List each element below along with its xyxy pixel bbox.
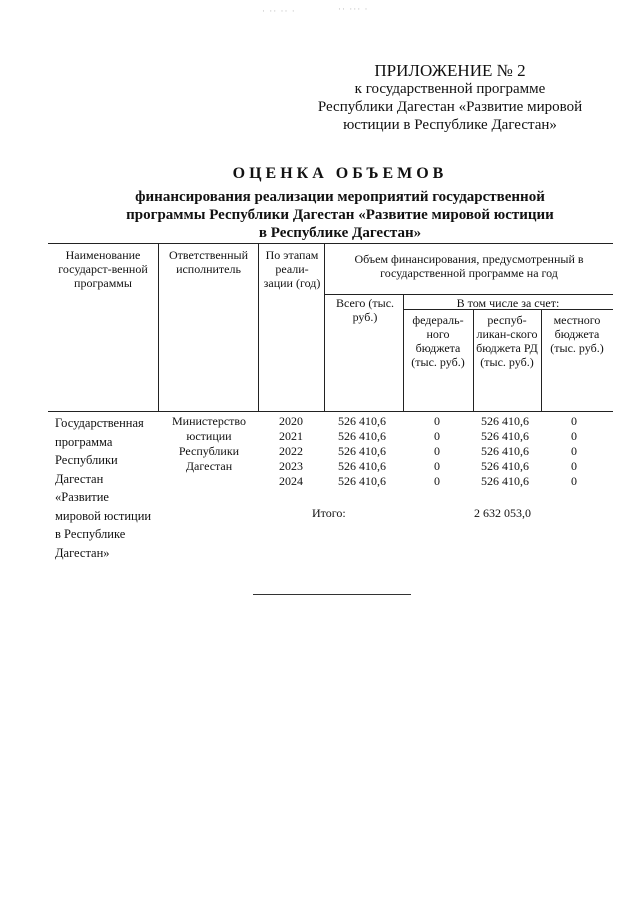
column-divider bbox=[158, 243, 159, 411]
total-cell: 526 410,6 bbox=[338, 414, 386, 428]
local-cell: 0 bbox=[571, 444, 577, 458]
local-cell: 0 bbox=[571, 429, 577, 443]
header-bottom-border bbox=[48, 411, 613, 412]
column-divider bbox=[403, 294, 404, 411]
federal-cell: 0 bbox=[434, 429, 440, 443]
total-cell: 526 410,6 bbox=[338, 444, 386, 458]
header-local: местного бюджета (тыс. руб.) bbox=[550, 313, 604, 355]
appendix-line: Республики Дагестан «Развитие мировой bbox=[317, 99, 583, 115]
appendix-heading: ПРИЛОЖЕНИЕ № 2 bbox=[374, 61, 526, 80]
total-value: 2 632 053,0 bbox=[474, 506, 531, 520]
year-cell: 2020 bbox=[279, 414, 303, 428]
title-line: программы Республики Дагестан «Развитие мировой юстиции bbox=[126, 207, 554, 223]
document-title bbox=[60, 165, 620, 242]
year-cell: 2022 bbox=[279, 444, 303, 458]
total-cell: 526 410,6 bbox=[338, 429, 386, 443]
republic-cell: 526 410,6 bbox=[481, 414, 529, 428]
program-name-cell: Государственная программа Республики Дагестан «Развитие мировой юстиции в Республике Дагестан» bbox=[55, 416, 152, 560]
federal-cell: 0 bbox=[434, 414, 440, 428]
header-total: Всего (тыс. руб.) bbox=[335, 296, 395, 324]
column-divider bbox=[473, 309, 474, 411]
appendix-block bbox=[310, 62, 590, 134]
column-divider bbox=[258, 243, 259, 411]
republic-cell: 526 410,6 bbox=[481, 429, 529, 443]
federal-cell: 0 bbox=[434, 474, 440, 488]
federal-cell: 0 bbox=[434, 459, 440, 473]
column-divider bbox=[541, 309, 542, 411]
table-top-border bbox=[48, 243, 613, 244]
total-label: Итого: bbox=[312, 506, 346, 520]
local-cell: 0 bbox=[571, 459, 577, 473]
scan-artifact: ·· ··· · bbox=[338, 4, 369, 14]
year-cell: 2023 bbox=[279, 459, 303, 473]
local-cell: 0 bbox=[571, 414, 577, 428]
republic-cell: 526 410,6 bbox=[481, 459, 529, 473]
local-cell: 0 bbox=[571, 474, 577, 488]
header-stages: По этапам реали-зации (год) bbox=[263, 248, 321, 290]
header-executor: Ответственный исполнитель bbox=[168, 248, 249, 276]
header-divider bbox=[324, 294, 613, 295]
federal-cell: 0 bbox=[434, 444, 440, 458]
title-line: финансирования реализации мероприятий государственной bbox=[135, 189, 545, 205]
header-republic: респуб-ликан-ского бюджета РД (тыс. руб.) bbox=[476, 313, 538, 369]
year-cell: 2024 bbox=[279, 474, 303, 488]
executor-cell: Министерство юстиции Республики Дагестан bbox=[172, 414, 246, 473]
total-cell: 526 410,6 bbox=[338, 459, 386, 473]
header-program-name: Наименование государст-венной программы bbox=[58, 248, 148, 290]
year-cell: 2021 bbox=[279, 429, 303, 443]
total-cell: 526 410,6 bbox=[338, 474, 386, 488]
title-main: ОЦЕНКА ОБЪЕМОВ bbox=[232, 165, 448, 182]
header-federal: федераль-ного бюджета (тыс. руб.) bbox=[411, 313, 465, 369]
republic-cell: 526 410,6 bbox=[481, 444, 529, 458]
appendix-line: к государственной программе bbox=[354, 81, 546, 97]
header-including: В том числе за счет: bbox=[456, 296, 560, 310]
closing-line bbox=[253, 594, 411, 595]
title-line: в Республике Дагестан» bbox=[258, 225, 422, 241]
republic-cell: 526 410,6 bbox=[481, 474, 529, 488]
column-divider bbox=[324, 243, 325, 411]
scan-artifact: · ·· ·· · bbox=[262, 6, 296, 16]
header-volume: Объем финансирования, предусмотренный в государственной программе на год bbox=[354, 252, 584, 280]
appendix-line: юстиции в Республике Дагестан» bbox=[343, 117, 557, 133]
